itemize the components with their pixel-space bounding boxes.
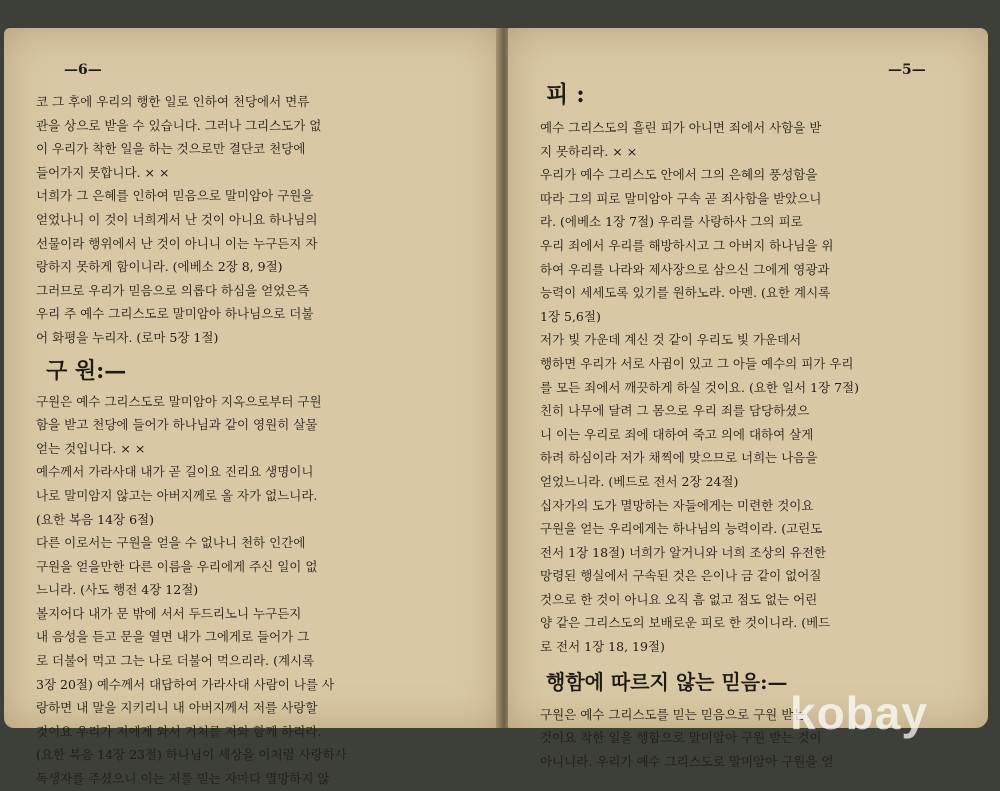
paragraph: 다른 이로서는 구원을 얻을 수 없나니 천하 인간에 구원을 얻을만한 다른 이름을 우리에게 주신 일이 없 느니라. (사도 행전 4장 12절) xyxy=(36,535,318,598)
paragraph: 우리가 예수 그리스도 안에서 그의 은혜의 풍성함을 따라 그의 피로 말미암아 구속 곧 죄사함을 받았으니 라. (에베소 1장 7절) 우리를 사랑하사 그의 피로 우리 죄에서 우리를 해방하시고 그 아버지 하나님을 위 하여 우리를 나라와 제사장으로 삼으신 그에게 영광과 능력이 세세도록 있기를 원하노라. 아멘. (요한 계시록 1장 5,6절) xyxy=(540,167,834,324)
paragraph: 구원은 예수 그리스도로 말미암아 지옥으로부터 구원 함을 받고 천당에 들어가 하나님과 같이 영원히 살물 얻는 것입니다. × × xyxy=(36,393,322,456)
paragraph: 너희가 그 은혜를 인하여 믿음으로 말미암아 구원을 얻었나니 이 것이 너희게서 난 것이 아니요 하나님의 선물이라 행위에서 난 것이 아니니 이는 누구든지 자 랑하지 못하게 함이니라. (에베소 2장 8, 9절) xyxy=(36,188,318,275)
paragraph: 친히 나무에 달려 그 몸으로 우리 죄를 담당하셨으 니 이는 우리로 죄에 대하여 죽고 의에 대하여 살게 하려 하심이라 저가 채찍에 맞으므로 너희는 나음을 얻었느니라. (베드로 전서 2장 24절) xyxy=(540,403,818,489)
paragraph: 예수께서 가라사대 내가 곧 길이요 진리요 생명이니 나로 말미암지 않고는 아버지께로 올 자가 없느니라. (요한 복음 14장 6절) xyxy=(36,464,318,527)
paragraph: 저가 빛 가운데 계신 것 같이 우리도 빛 가운데서 행하면 우리가 서로 사귐이 있고 그 아들 예수의 피가 우리 를 모든 죄에서 깨끗하게 하실 것이요. (요한 일서 1장 7절) xyxy=(540,332,859,395)
paragraph: 십자가의 도가 멸망하는 자들에게는 미련한 것이요 구원을 얻는 우리에게는 하나님의 능력이라. (고린도 전서 1장 18절) 너희가 알거니와 너희 조상의 유전한 망령된 행실에서 구속된 것은 은이나 금 같이 없어질 것으로 한 것이 아니요 오직 흠 없고 점도 없는 어린 양 같은 그리스도의 보배로운 피로 한 것이니라. (베드 로 전서 1장 18, 19절) xyxy=(540,497,831,655)
kobay-watermark: kobay xyxy=(790,687,928,739)
page-number: —5— xyxy=(888,62,926,78)
page-number: —6— xyxy=(64,62,102,78)
right-page-text xyxy=(540,80,972,773)
paragraph: 코 그 후에 우리의 행한 일로 인하여 천당에서 면류 관을 상으로 받을 수 있습니다. 그러나 그리스도가 없 이 우리가 착한 일을 하는 것으로만 결단코 천당에 들어가지 못합니다. × × xyxy=(36,94,322,180)
paragraph: 예수 그리스도의 흘린 피가 아니면 죄에서 사함을 받 지 못하리라. × × xyxy=(540,120,822,159)
section-heading-salvation: 구 원:— xyxy=(46,357,127,384)
left-page xyxy=(4,28,500,787)
section-heading-faith: 행함에 따르지 않는 믿음:— xyxy=(546,669,788,694)
paragraph: 그러므로 우리가 믿음으로 의롭다 하심을 얻었은즉 우리 주 예수 그리스도로 말미암아 하나님으로 더불 어 화평을 누리자. (로마 5장 1절) xyxy=(36,282,314,345)
paragraph: 구원은 예수 그리스도를 믿는 믿음으로 구원 받는 것이요 착한 일을 행함으로 말미암아 구원 받는 것이 아니니라. 우리가 예수 그리스도로 말미암아 구원을 얻 xyxy=(540,706,834,769)
paragraph: 볼지어다 내가 문 밖에 서서 두드리노니 누구든지 내 음성을 듣고 문을 열면 내가 그에게로 들어가 그 로 더불어 먹고 그는 나로 더불어 먹으리라. (계시록 3장 20절) 예수께서 대답하여 가라사대 사람이 나를 사 랑하면 내 말을 지키리니 내 아버지께서 저를 사랑할 것이요 우리가 저에게 와서 거처를 저와 함께 하리라. (요한 복음 14장 23절) 하나님이 세상을 이처럼 사랑하사 독생자를 주셨으니 이는 저를 믿는 자마다 멸망하지 않 xyxy=(36,605,347,787)
section-heading-blood: 피 : xyxy=(546,81,585,108)
left-page-text xyxy=(36,90,486,791)
right-page xyxy=(508,28,988,769)
